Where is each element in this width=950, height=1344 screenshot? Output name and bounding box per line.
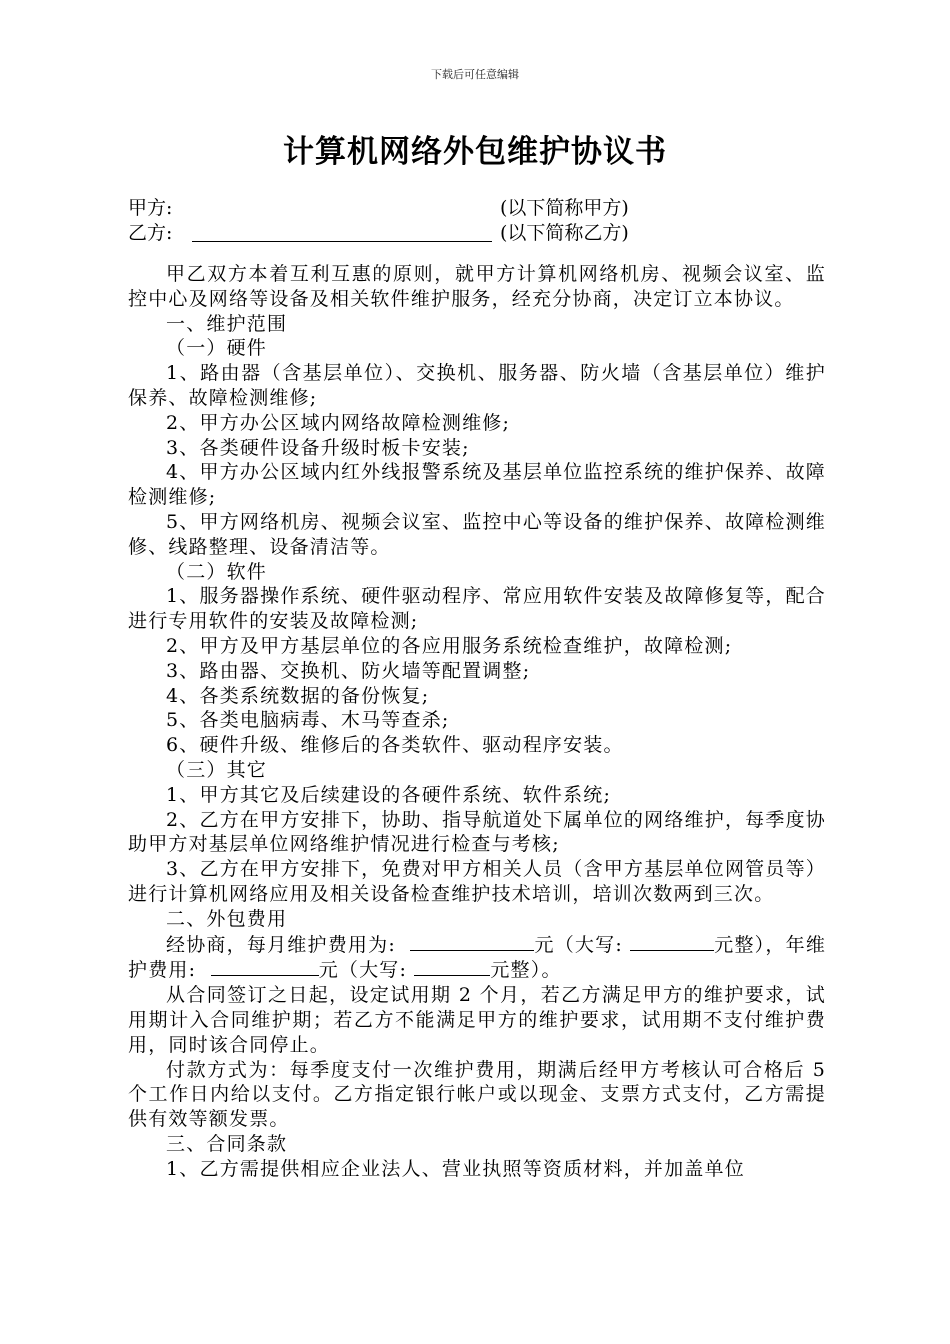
fee-prefix: 经协商，每月维护费用为: [166,933,396,956]
monthly-fee-blank[interactable] [410,932,534,951]
list-item: 5、甲方网络机房、视频会议室、监控中心等设备的维护保养、故障检测维修、线路整理、设备清洁等。 [128,510,826,558]
list-item: 1、乙方需提供相应企业法人、营业执照等资质材料，并加盖单位 [166,1157,745,1180]
list-item: 1、服务器操作系统、硬件驱动程序、常应用软件安装及故障修复等，配合进行专用软件的安装及故障检测; [128,585,826,633]
list-item: 3、乙方在甲方安排下，免费对甲方相关人员（含甲方基层单位网管员等）进行计算机网络应用及相关设备检查维护技术培训，培训次数两到三次。 [128,858,826,905]
party-a-line [128,195,828,221]
fee-yuan3: 元（大写: [318,959,408,982]
fee-end: 元整）。 [490,959,562,982]
list-item: 2、甲方及甲方基层单位的各应用服务系统检查维护，故障检测; [166,634,733,657]
list-item: 2、甲方办公区域内网络故障检测维修; [166,411,511,434]
trial-paragraph: 从合同签订之日起，设定试用期 2 个月，若乙方满足甲方的维护要求，试用期计入合同维护期；若乙方不能满足甲方的维护要求，试用期不支付维护费用，同时该合同停止。 [128,984,826,1056]
fee-paragraph [128,932,826,984]
party-b-note: (以下简称乙方) [500,222,629,244]
list-item: 3、路由器、交换机、防火墙等配置调整; [166,659,531,682]
annual-fee-words-blank[interactable] [414,957,490,976]
party-b-label: 乙方: [128,222,173,244]
list-item: 1、甲方其它及后续建设的各硬件系统、软件系统; [166,783,612,806]
party-b-blank[interactable] [192,241,492,242]
section-heading: 三、合同条款 [166,1132,288,1155]
list-item: 5、各类电脑病毒、木马等查杀; [166,709,450,732]
list-item: 3、各类硬件设备升级时板卡安装; [166,436,470,459]
subsection-heading: （二）软件 [166,560,268,583]
section-heading: 二、外包费用 [166,907,288,930]
document-title: 计算机网络外包维护协议书 [283,134,667,170]
list-item: 2、乙方在甲方安排下，协助、指导航道处下属单位的网络维护，每季度协助甲方对基层单位网络维护情况进行检查与考核; [128,808,826,856]
list-item: 1、路由器（含基层单位）、交换机、服务器、防火墙（含基层单位）维护保养、故障检测维修; [128,362,826,409]
payment-paragraph: 付款方式为：每季度支付一次维护费用，期满后经甲方考核认可合格后 5 个工作日内给以支付。乙方指定银行帐户或以现金、支票方式支付，乙方需提供有效等额发票。 [128,1058,826,1131]
list-item: 4、各类系统数据的备份恢复; [166,684,430,707]
party-b-line [128,220,828,246]
subsection-heading: （三）其它 [166,758,268,781]
list-item: 6、硬件升级、维修后的各类软件、驱动程序安装。 [166,734,624,757]
party-a-note: (以下简称甲方) [500,197,629,219]
subsection-heading: （一）硬件 [166,337,268,360]
list-item: 4、甲方办公区域内红外线报警系统及基层单位监控系统的维护保养、故障检测维修; [128,461,826,509]
fee-yuan: 元（大写: [534,933,623,956]
fee-yuan2: 元整），年维护费用: [128,933,827,982]
header-note: 下载后可任意编辑 [431,68,519,81]
annual-fee-blank[interactable] [211,957,319,976]
section-heading: 一、维护范围 [166,312,288,335]
party-a-label: 甲方: [128,197,173,219]
monthly-fee-words-blank[interactable] [630,932,714,951]
intro-paragraph: 甲乙双方本着互利互惠的原则，就甲方计算机网络机房、视频会议室、监控中心及网络等设备及相关软件维护服务，经充分协商，决定订立本协议。 [128,263,826,310]
agreement-body [128,262,826,1181]
